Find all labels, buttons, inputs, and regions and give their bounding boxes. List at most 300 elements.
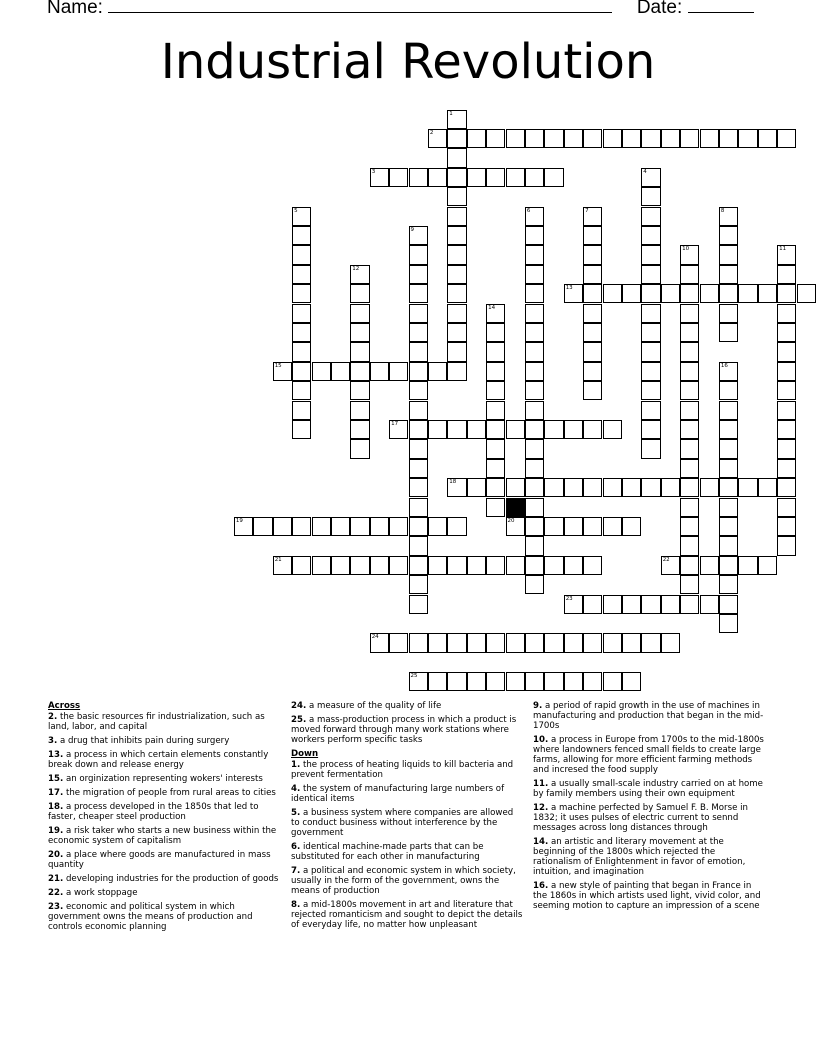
grid-cell[interactable]: [641, 226, 660, 245]
grid-cell[interactable]: [506, 129, 525, 148]
grid-cell[interactable]: [312, 517, 331, 536]
grid-cell[interactable]: [564, 633, 583, 652]
grid-cell[interactable]: [622, 478, 641, 497]
grid-cell[interactable]: [719, 226, 738, 245]
grid-cell[interactable]: [467, 129, 486, 148]
grid-cell[interactable]: [680, 129, 699, 148]
grid-cell[interactable]: [292, 284, 311, 303]
grid-cell[interactable]: [350, 420, 369, 439]
grid-cell[interactable]: [719, 265, 738, 284]
grid-cell[interactable]: [409, 304, 428, 323]
grid-cell[interactable]: [428, 168, 447, 187]
grid-cell[interactable]: [719, 207, 738, 226]
grid-cell[interactable]: [486, 168, 505, 187]
grid-cell[interactable]: [389, 420, 408, 439]
grid-cell[interactable]: [506, 672, 525, 691]
grid-cell[interactable]: [525, 478, 544, 497]
grid-cell[interactable]: [583, 342, 602, 361]
grid-cell[interactable]: [583, 362, 602, 381]
grid-cell[interactable]: [719, 614, 738, 633]
grid-cell[interactable]: [370, 168, 389, 187]
grid-cell[interactable]: [350, 439, 369, 458]
grid-cell[interactable]: [389, 362, 408, 381]
grid-cell[interactable]: [641, 633, 660, 652]
grid-cell[interactable]: [370, 633, 389, 652]
grid-cell[interactable]: [525, 226, 544, 245]
grid-cell[interactable]: [389, 633, 408, 652]
grid-cell[interactable]: [447, 633, 466, 652]
grid-cell[interactable]: [506, 517, 525, 536]
grid-cell[interactable]: [583, 556, 602, 575]
grid-cell[interactable]: [777, 323, 796, 342]
grid-cell[interactable]: [700, 129, 719, 148]
grid-cell[interactable]: [506, 556, 525, 575]
grid-cell[interactable]: [428, 362, 447, 381]
grid-cell[interactable]: [506, 168, 525, 187]
grid-cell[interactable]: [603, 517, 622, 536]
grid-cell[interactable]: [544, 129, 563, 148]
grid-cell[interactable]: [603, 478, 622, 497]
grid-cell[interactable]: [506, 478, 525, 497]
grid-cell[interactable]: [661, 556, 680, 575]
grid-cell[interactable]: [331, 517, 350, 536]
grid-cell[interactable]: [603, 633, 622, 652]
grid-cell[interactable]: [350, 517, 369, 536]
grid-cell[interactable]: [525, 323, 544, 342]
grid-cell[interactable]: [680, 498, 699, 517]
grid-cell[interactable]: [409, 517, 428, 536]
grid-cell[interactable]: [409, 459, 428, 478]
grid-cell[interactable]: [777, 478, 796, 497]
grid-cell[interactable]: [583, 381, 602, 400]
grid-cell[interactable]: [447, 129, 466, 148]
grid-cell[interactable]: [700, 556, 719, 575]
grid-cell[interactable]: [447, 672, 466, 691]
grid-cell[interactable]: [506, 420, 525, 439]
grid-cell[interactable]: [409, 439, 428, 458]
grid-cell[interactable]: [680, 459, 699, 478]
grid-cell[interactable]: [525, 672, 544, 691]
grid-cell[interactable]: [680, 284, 699, 303]
grid-cell[interactable]: [525, 498, 544, 517]
grid-cell[interactable]: [525, 556, 544, 575]
grid-cell[interactable]: [719, 420, 738, 439]
grid-cell[interactable]: [777, 265, 796, 284]
grid-cell[interactable]: [389, 517, 408, 536]
grid-cell[interactable]: [680, 420, 699, 439]
grid-cell[interactable]: [467, 478, 486, 497]
grid-cell[interactable]: [409, 536, 428, 555]
grid-cell[interactable]: [777, 245, 796, 264]
grid-cell[interactable]: [486, 342, 505, 361]
grid-cell[interactable]: [409, 362, 428, 381]
grid-cell[interactable]: [467, 556, 486, 575]
grid-cell[interactable]: [486, 439, 505, 458]
grid-cell[interactable]: [486, 672, 505, 691]
grid-cell[interactable]: [719, 478, 738, 497]
grid-cell[interactable]: [641, 478, 660, 497]
grid-cell[interactable]: [506, 633, 525, 652]
grid-cell[interactable]: [680, 304, 699, 323]
grid-cell[interactable]: [583, 226, 602, 245]
grid-cell[interactable]: [622, 633, 641, 652]
grid-cell[interactable]: [525, 633, 544, 652]
grid-cell[interactable]: [777, 342, 796, 361]
grid-cell[interactable]: [292, 362, 311, 381]
grid-cell[interactable]: [719, 517, 738, 536]
grid-cell[interactable]: [777, 517, 796, 536]
grid-cell[interactable]: [409, 498, 428, 517]
grid-cell[interactable]: [447, 187, 466, 206]
grid-cell[interactable]: [447, 304, 466, 323]
grid-cell[interactable]: [428, 517, 447, 536]
grid-cell[interactable]: [641, 265, 660, 284]
grid-cell[interactable]: [312, 362, 331, 381]
grid-cell[interactable]: [409, 245, 428, 264]
grid-cell[interactable]: [350, 362, 369, 381]
grid-cell[interactable]: [641, 595, 660, 614]
grid-cell[interactable]: [583, 672, 602, 691]
grid-cell[interactable]: [292, 323, 311, 342]
grid-cell[interactable]: [700, 595, 719, 614]
grid-cell[interactable]: [583, 284, 602, 303]
grid-cell[interactable]: [738, 556, 757, 575]
grid-cell[interactable]: [467, 672, 486, 691]
grid-cell[interactable]: [544, 633, 563, 652]
grid-cell[interactable]: [564, 595, 583, 614]
grid-cell[interactable]: [447, 284, 466, 303]
grid-cell[interactable]: [719, 595, 738, 614]
grid-cell[interactable]: [409, 420, 428, 439]
grid-cell[interactable]: [564, 284, 583, 303]
grid-cell[interactable]: [292, 401, 311, 420]
grid-cell[interactable]: [719, 323, 738, 342]
grid-cell[interactable]: [409, 265, 428, 284]
grid-cell[interactable]: [544, 556, 563, 575]
grid-cell[interactable]: [622, 595, 641, 614]
grid-cell[interactable]: [525, 362, 544, 381]
grid-cell[interactable]: [777, 381, 796, 400]
grid-cell[interactable]: [525, 517, 544, 536]
grid-cell[interactable]: [428, 420, 447, 439]
grid-cell[interactable]: [622, 284, 641, 303]
grid-cell[interactable]: [525, 381, 544, 400]
grid-cell[interactable]: [583, 207, 602, 226]
grid-cell[interactable]: [350, 284, 369, 303]
grid-cell[interactable]: [292, 381, 311, 400]
grid-cell[interactable]: [777, 439, 796, 458]
grid-cell[interactable]: [292, 517, 311, 536]
grid-cell[interactable]: [486, 129, 505, 148]
grid-cell[interactable]: [680, 265, 699, 284]
grid-cell[interactable]: [486, 362, 505, 381]
grid-cell[interactable]: [370, 362, 389, 381]
grid-cell[interactable]: [680, 575, 699, 594]
grid-cell[interactable]: [447, 168, 466, 187]
grid-cell[interactable]: [389, 556, 408, 575]
grid-cell[interactable]: [583, 304, 602, 323]
grid-cell[interactable]: [564, 556, 583, 575]
grid-cell[interactable]: [661, 478, 680, 497]
grid-cell[interactable]: [641, 420, 660, 439]
grid-cell[interactable]: [447, 245, 466, 264]
grid-cell[interactable]: [350, 342, 369, 361]
grid-cell[interactable]: [719, 304, 738, 323]
grid-cell[interactable]: [486, 633, 505, 652]
grid-cell[interactable]: [719, 459, 738, 478]
grid-cell[interactable]: [409, 672, 428, 691]
grid-cell[interactable]: [738, 129, 757, 148]
grid-cell[interactable]: [719, 362, 738, 381]
grid-cell[interactable]: [719, 556, 738, 575]
grid-cell[interactable]: [409, 401, 428, 420]
grid-cell[interactable]: [409, 381, 428, 400]
grid-cell[interactable]: [719, 245, 738, 264]
grid-cell[interactable]: [447, 556, 466, 575]
grid-cell[interactable]: [447, 517, 466, 536]
grid-cell[interactable]: [777, 420, 796, 439]
grid-cell[interactable]: [661, 129, 680, 148]
grid-cell[interactable]: [428, 672, 447, 691]
grid-cell[interactable]: [680, 556, 699, 575]
grid-cell[interactable]: [486, 556, 505, 575]
grid-cell[interactable]: [641, 129, 660, 148]
grid-cell[interactable]: [409, 556, 428, 575]
grid-cell[interactable]: [370, 517, 389, 536]
grid-cell[interactable]: [680, 517, 699, 536]
grid-cell[interactable]: [467, 633, 486, 652]
grid-cell[interactable]: [486, 381, 505, 400]
grid-cell[interactable]: [525, 459, 544, 478]
grid-cell[interactable]: [758, 129, 777, 148]
grid-cell[interactable]: [273, 556, 292, 575]
grid-cell[interactable]: [525, 304, 544, 323]
grid-cell[interactable]: [777, 459, 796, 478]
grid-cell[interactable]: [253, 517, 272, 536]
grid-cell[interactable]: [777, 129, 796, 148]
grid-cell[interactable]: [273, 517, 292, 536]
grid-cell[interactable]: [350, 401, 369, 420]
grid-cell[interactable]: [370, 556, 389, 575]
grid-cell[interactable]: [603, 284, 622, 303]
grid-cell[interactable]: [234, 517, 253, 536]
grid-cell[interactable]: [564, 478, 583, 497]
grid-cell[interactable]: [719, 536, 738, 555]
grid-cell[interactable]: [719, 284, 738, 303]
grid-cell[interactable]: [777, 498, 796, 517]
grid-cell[interactable]: [641, 284, 660, 303]
grid-cell[interactable]: [486, 304, 505, 323]
grid-cell[interactable]: [719, 129, 738, 148]
grid-cell[interactable]: [797, 284, 816, 303]
grid-cell[interactable]: [719, 498, 738, 517]
grid-cell[interactable]: [622, 672, 641, 691]
grid-cell[interactable]: [428, 556, 447, 575]
grid-cell[interactable]: [777, 304, 796, 323]
grid-cell[interactable]: [583, 517, 602, 536]
grid-cell[interactable]: [603, 129, 622, 148]
grid-cell[interactable]: [622, 129, 641, 148]
grid-cell[interactable]: [409, 575, 428, 594]
grid-cell[interactable]: [331, 556, 350, 575]
grid-cell[interactable]: [525, 575, 544, 594]
grid-cell[interactable]: [292, 207, 311, 226]
grid-cell[interactable]: [661, 595, 680, 614]
grid-cell[interactable]: [447, 207, 466, 226]
grid-cell[interactable]: [641, 381, 660, 400]
grid-cell[interactable]: [583, 478, 602, 497]
grid-cell[interactable]: [525, 536, 544, 555]
grid-cell[interactable]: [680, 342, 699, 361]
grid-cell[interactable]: [680, 245, 699, 264]
grid-cell[interactable]: [719, 401, 738, 420]
grid-cell[interactable]: [680, 595, 699, 614]
grid-cell[interactable]: [700, 284, 719, 303]
grid-cell[interactable]: [641, 362, 660, 381]
grid-cell[interactable]: [661, 284, 680, 303]
grid-cell[interactable]: [583, 323, 602, 342]
grid-cell[interactable]: [603, 672, 622, 691]
grid-cell[interactable]: [447, 148, 466, 167]
grid-cell[interactable]: [641, 168, 660, 187]
grid-cell[interactable]: [428, 129, 447, 148]
grid-cell[interactable]: [486, 498, 505, 517]
grid-cell[interactable]: [525, 129, 544, 148]
grid-cell[interactable]: [350, 556, 369, 575]
grid-cell[interactable]: [273, 362, 292, 381]
grid-cell[interactable]: [350, 381, 369, 400]
grid-cell[interactable]: [486, 478, 505, 497]
grid-cell[interactable]: [331, 362, 350, 381]
grid-cell[interactable]: [292, 245, 311, 264]
grid-cell[interactable]: [409, 342, 428, 361]
grid-cell[interactable]: [680, 381, 699, 400]
grid-cell[interactable]: [738, 284, 757, 303]
grid-cell[interactable]: [758, 556, 777, 575]
grid-cell[interactable]: [467, 168, 486, 187]
grid-cell[interactable]: [292, 304, 311, 323]
grid-cell[interactable]: [350, 304, 369, 323]
grid-cell[interactable]: [564, 420, 583, 439]
grid-cell[interactable]: [719, 439, 738, 458]
grid-cell[interactable]: [409, 633, 428, 652]
grid-cell[interactable]: [428, 633, 447, 652]
grid-cell[interactable]: [544, 168, 563, 187]
grid-cell[interactable]: [719, 575, 738, 594]
grid-cell[interactable]: [525, 245, 544, 264]
grid-cell[interactable]: [292, 226, 311, 245]
grid-cell[interactable]: [680, 323, 699, 342]
grid-cell[interactable]: [564, 517, 583, 536]
grid-cell[interactable]: [641, 342, 660, 361]
grid-cell[interactable]: [700, 478, 719, 497]
grid-cell[interactable]: [447, 265, 466, 284]
grid-cell[interactable]: [583, 265, 602, 284]
grid-cell[interactable]: [486, 459, 505, 478]
grid-cell[interactable]: [544, 420, 563, 439]
grid-cell[interactable]: [583, 129, 602, 148]
grid-cell[interactable]: [447, 110, 466, 129]
grid-cell[interactable]: [409, 595, 428, 614]
grid-cell[interactable]: [525, 207, 544, 226]
grid-cell[interactable]: [758, 284, 777, 303]
grid-cell[interactable]: [467, 420, 486, 439]
grid-cell[interactable]: [583, 245, 602, 264]
grid-cell[interactable]: [389, 168, 408, 187]
grid-cell[interactable]: [447, 342, 466, 361]
grid-cell[interactable]: [312, 556, 331, 575]
grid-cell[interactable]: [350, 265, 369, 284]
grid-cell[interactable]: [544, 517, 563, 536]
grid-cell[interactable]: [292, 265, 311, 284]
grid-cell[interactable]: [738, 478, 757, 497]
grid-cell[interactable]: [447, 362, 466, 381]
grid-cell[interactable]: [641, 439, 660, 458]
grid-cell[interactable]: [447, 420, 466, 439]
grid-cell[interactable]: [777, 284, 796, 303]
grid-cell[interactable]: [544, 478, 563, 497]
grid-cell[interactable]: [680, 439, 699, 458]
grid-cell[interactable]: [292, 342, 311, 361]
grid-cell[interactable]: [525, 420, 544, 439]
grid-cell[interactable]: [525, 284, 544, 303]
grid-cell[interactable]: [350, 323, 369, 342]
grid-cell[interactable]: [292, 420, 311, 439]
grid-cell[interactable]: [409, 478, 428, 497]
grid-cell[interactable]: [525, 168, 544, 187]
grid-cell[interactable]: [641, 304, 660, 323]
grid-cell[interactable]: [544, 672, 563, 691]
grid-cell[interactable]: [525, 265, 544, 284]
grid-cell[interactable]: [641, 187, 660, 206]
grid-cell[interactable]: [719, 381, 738, 400]
grid-cell[interactable]: [641, 323, 660, 342]
grid-cell[interactable]: [447, 323, 466, 342]
grid-cell[interactable]: [641, 401, 660, 420]
grid-cell[interactable]: [564, 129, 583, 148]
grid-cell[interactable]: [641, 207, 660, 226]
grid-cell[interactable]: [409, 168, 428, 187]
grid-cell[interactable]: [409, 323, 428, 342]
grid-cell[interactable]: [486, 401, 505, 420]
grid-cell[interactable]: [603, 420, 622, 439]
grid-cell[interactable]: [680, 536, 699, 555]
grid-cell[interactable]: [777, 362, 796, 381]
grid-cell[interactable]: [661, 633, 680, 652]
grid-cell[interactable]: [525, 401, 544, 420]
grid-cell[interactable]: [486, 420, 505, 439]
grid-cell[interactable]: [680, 478, 699, 497]
grid-cell[interactable]: [409, 226, 428, 245]
grid-cell[interactable]: [564, 672, 583, 691]
grid-cell[interactable]: [603, 595, 622, 614]
grid-cell[interactable]: [622, 517, 641, 536]
grid-cell[interactable]: [447, 226, 466, 245]
grid-cell[interactable]: [758, 478, 777, 497]
grid-cell[interactable]: [292, 556, 311, 575]
grid-cell[interactable]: [409, 284, 428, 303]
grid-cell[interactable]: [777, 536, 796, 555]
grid-cell[interactable]: [525, 342, 544, 361]
grid-cell[interactable]: [486, 323, 505, 342]
grid-cell[interactable]: [680, 362, 699, 381]
grid-cell[interactable]: [641, 245, 660, 264]
grid-cell[interactable]: [583, 633, 602, 652]
grid-cell[interactable]: [583, 595, 602, 614]
grid-cell[interactable]: [680, 401, 699, 420]
grid-cell[interactable]: [525, 439, 544, 458]
grid-cell[interactable]: [777, 401, 796, 420]
